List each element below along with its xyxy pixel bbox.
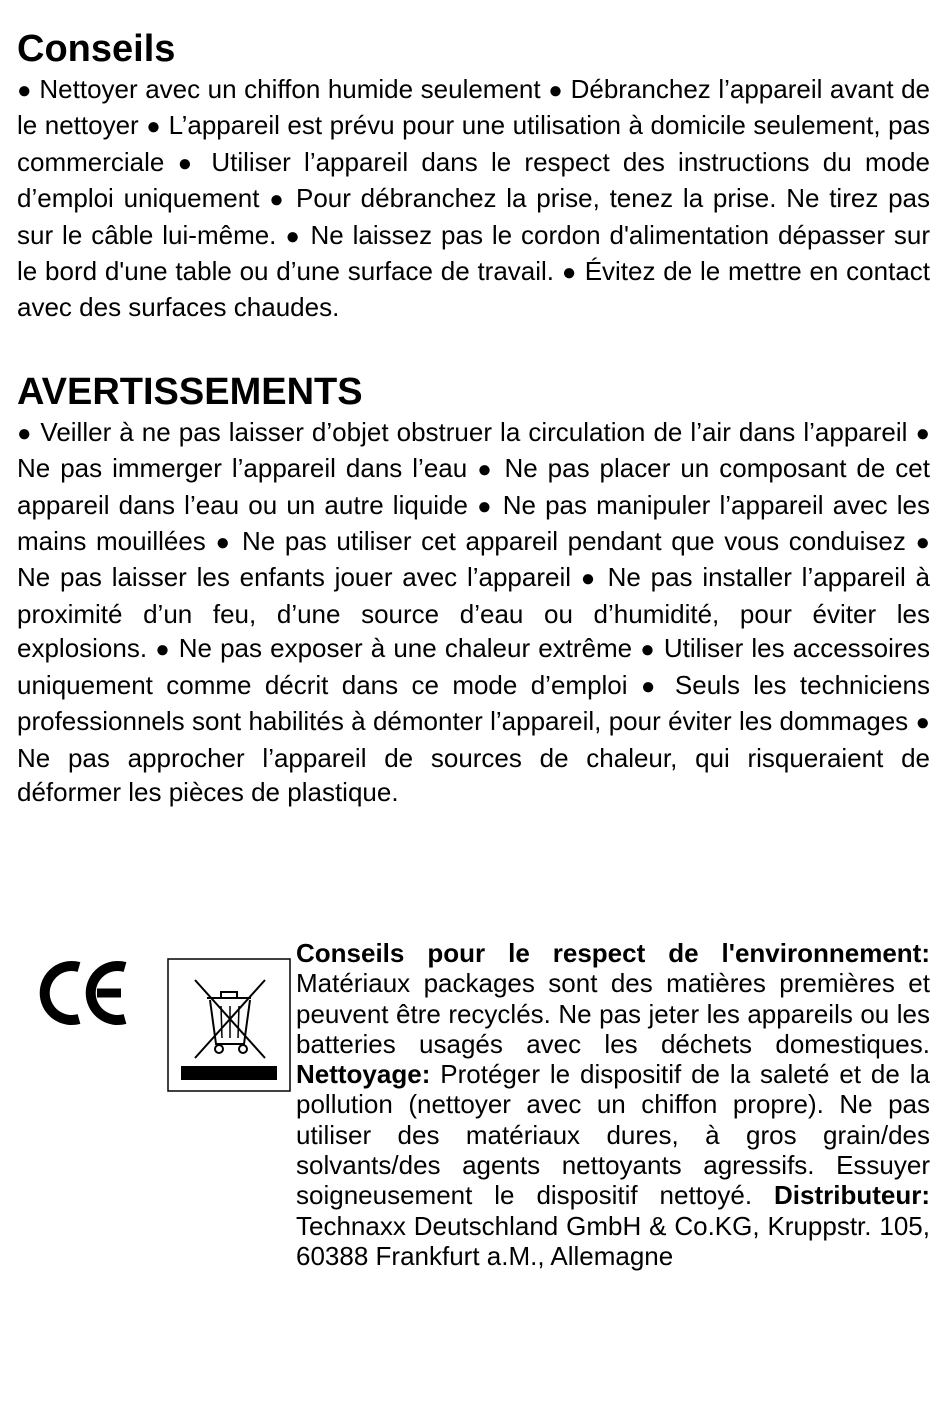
warning-item: Veiller à ne pas laisser d’objet obstruer la circulation de l’air dans l’appareil xyxy=(40,416,908,447)
warning-item: Ne pas exposer à une chaleur extrême xyxy=(178,633,633,664)
bullet-icon: ● xyxy=(915,529,931,557)
bullet-icon: ● xyxy=(215,529,233,557)
crossed-out-wheelie-bin-icon xyxy=(167,958,291,1092)
tips-heading: Conseils xyxy=(17,28,176,70)
environment-text: Matériaux packages sont des matières premières et peuvent être recyclés. Ne pas jeter les appareils ou les batteries usagés avec les déchets domestiques. xyxy=(296,968,930,1059)
warnings-paragraph xyxy=(17,415,930,809)
bullet-icon: ● xyxy=(17,419,33,447)
distributor-label: Distributeur: xyxy=(773,1180,930,1211)
bullet-icon: ● xyxy=(285,222,302,250)
compliance-logos xyxy=(39,958,289,1093)
warning-item: Ne pas approcher l’appareil de sources de chaleur, qui risqueraient de déformer les pièces de plastique. xyxy=(17,742,930,807)
tip-item: L’appareil est prévu pour une utilisation à domicile seulement, pas commerciale xyxy=(17,110,930,177)
warning-item: Ne pas immerger l’appareil dans l’eau xyxy=(17,453,468,484)
ce-mark-icon xyxy=(39,958,131,1028)
cleaning-text: Protéger le dispositif de la saleté et de la pollution (nettoyer avec un chiffon propre). Ne pas utiliser des matériaux dures, à gros grain/des solvants/des agents nettoyants agressifs. Essuyer soigneusement le dispositif nettoyé. xyxy=(296,1059,930,1211)
environment-paragraph xyxy=(296,938,930,1271)
tip-item: Ne laissez pas le cordon d'alimentation dépasser sur le bord d'une table ou d’une surface de travail. xyxy=(17,219,931,287)
bullet-icon: ● xyxy=(548,77,564,104)
bullet-icon: ● xyxy=(640,672,662,700)
warning-item: Seuls les techniciens professionnels sont habilités à démonter l’appareil, pour éviter les dommages xyxy=(17,669,930,737)
tip-item: Utiliser l’appareil dans le respect des instructions du mode d’emploi uniquement xyxy=(17,146,930,214)
tips-paragraph xyxy=(17,72,930,325)
bullet-icon: ● xyxy=(477,492,494,520)
tip-item: Pour débranchez la prise, tenez la prise. Ne tirez pas sur le câble lui-même. xyxy=(17,183,930,250)
warning-item: Ne pas placer un composant de cet appareil dans l’eau ou un autre liquide xyxy=(17,453,930,520)
environment-label: Conseils pour le respect de l'environnement: xyxy=(296,938,930,968)
tip-item: Évitez de le mettre en contact avec des surfaces chaudes. xyxy=(17,256,930,323)
distributor-text: Technaxx Deutschland GmbH & Co.KG, Kruppstr. 105, 60388 Frankfurt a.M., Allemagne xyxy=(296,1210,930,1271)
warnings-heading: AVERTISSEMENTS xyxy=(17,370,363,413)
bullet-icon: ● xyxy=(915,419,930,447)
bullet-icon: ● xyxy=(477,456,495,484)
warning-item: Utiliser les accessoires uniquement comme décrit dans ce mode d’emploi xyxy=(17,633,931,700)
tip-item: Nettoyer avec un chiffon humide seulement xyxy=(39,74,541,104)
warning-item: Ne pas installer l’appareil à proximité d’un feu, d’une source d’eau ou d’humidité, pour éviter les explosions. xyxy=(17,562,930,664)
warning-item: Ne pas utiliser cet appareil pendant que vous conduisez xyxy=(242,526,906,557)
bullet-icon: ● xyxy=(17,77,32,104)
warning-item: Ne pas laisser les enfants jouer avec l’appareil xyxy=(17,562,572,593)
bullet-icon: ● xyxy=(561,259,577,287)
warning-item: Ne pas manipuler l’appareil avec les mains mouillées xyxy=(17,489,930,557)
document-page xyxy=(17,26,930,809)
bullet-icon: ● xyxy=(640,636,656,664)
bullet-icon: ● xyxy=(269,186,287,214)
bullet-icon: ● xyxy=(177,149,199,177)
bullet-icon: ● xyxy=(146,113,162,141)
bullet-icon: ● xyxy=(580,565,598,593)
bullet-icon: ● xyxy=(155,636,171,664)
bullet-icon: ● xyxy=(915,709,930,737)
tip-item: Débranchez l’appareil avant de le nettoyer xyxy=(17,74,931,141)
cleaning-label: Nettoyage: xyxy=(296,1059,431,1090)
